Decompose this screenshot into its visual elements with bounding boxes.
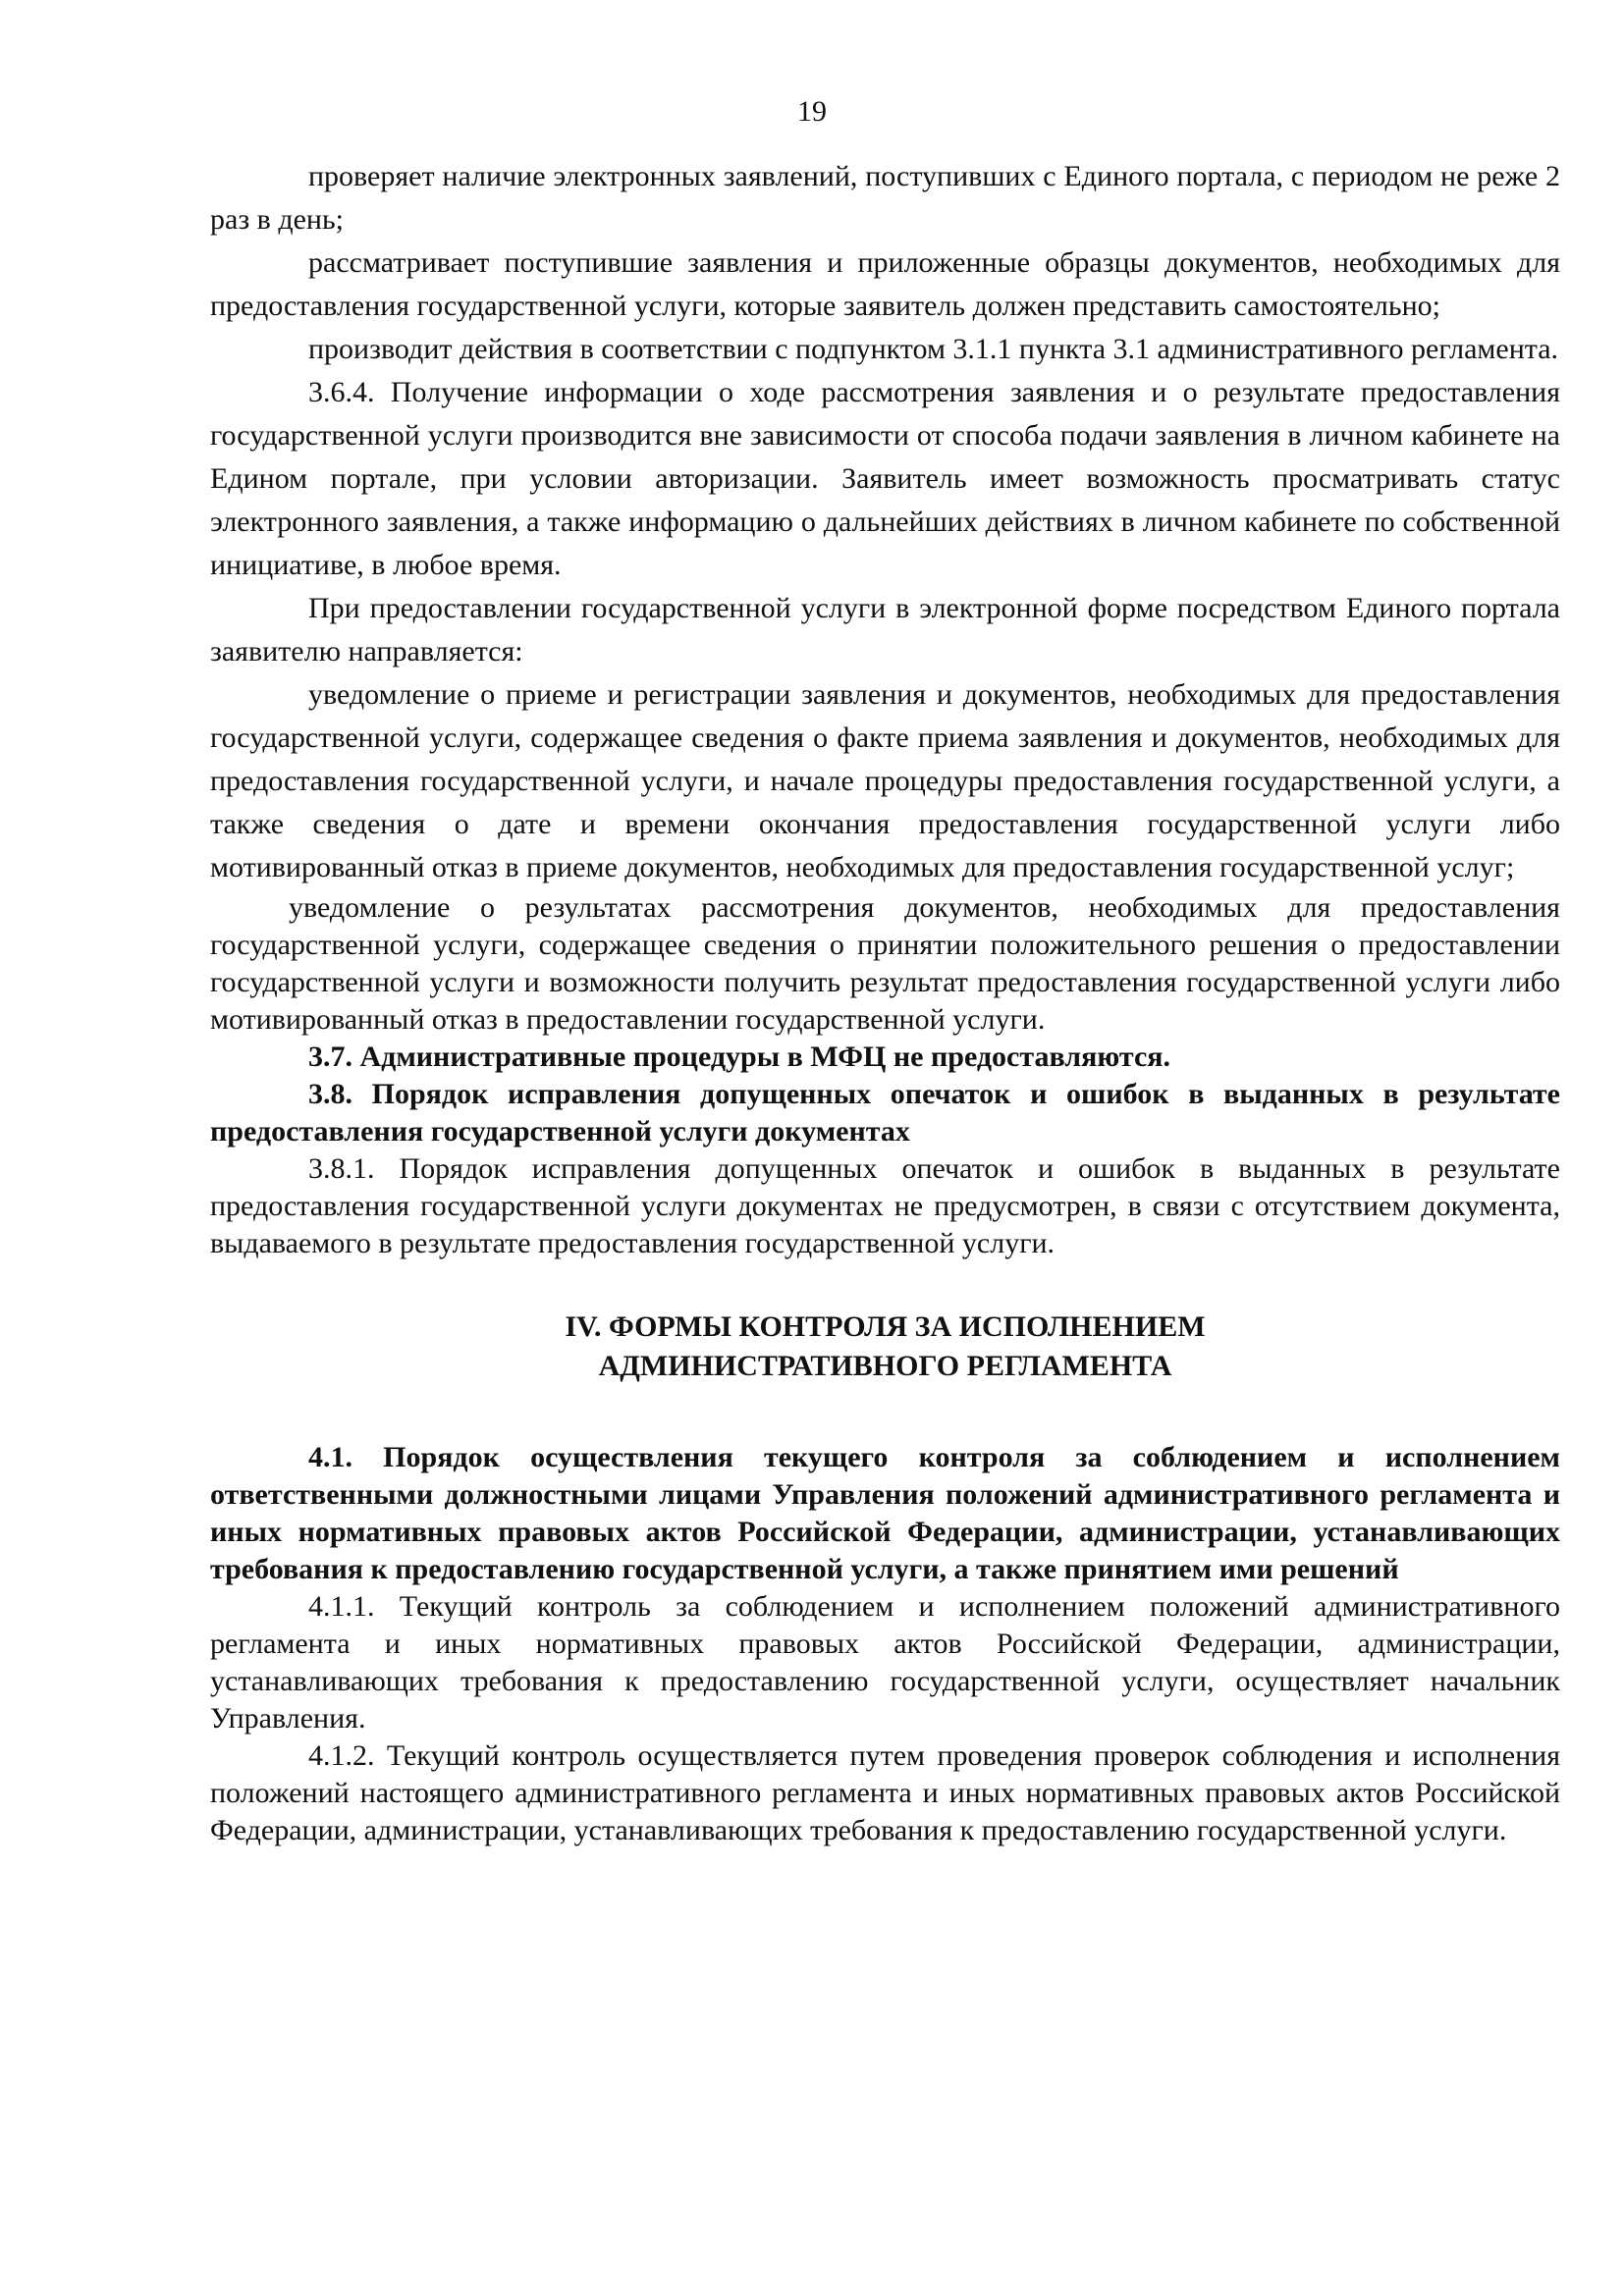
- section-heading-line2: АДМИНИСТРАТИВНОГО РЕГЛАМЕНТА: [598, 1350, 1172, 1382]
- paragraph-3-8-1: 3.8.1. Порядок исправления допущенных опечаток и ошибок в выданных в результате предоставления государственной услуги документах не предусмотрен, в связи с отсутствием документа, выдаваемого в результате предоставления государственной услуги.: [210, 1152, 1560, 1259]
- page-number: 19: [797, 95, 827, 128]
- paragraph-3-6-4: 3.6.4. Получение информации о ходе рассмотрения заявления и о результате предоставления государственной услуги производится вне зависимости от способа подачи заявления в личном кабинете на Едином портале, при условии авторизации. Заявитель имеет возможность просматривать статус электронного заявления, а также информацию о дальнейших действиях в личном кабинете по собственной инициативе, в любое время.: [210, 376, 1560, 581]
- document-body: [210, 155, 1560, 1849]
- paragraph-review-applications: рассматривает поступившие заявления и приложенные образцы документов, необходимых для предоставления государственной услуги, которые заявитель должен представить самостоятельно;: [210, 246, 1560, 322]
- paragraph-check-applications: проверяет наличие электронных заявлений, поступивших с Единого портала, с периодом не реже 2 раз в день;: [210, 160, 1560, 236]
- section-heading: [210, 1308, 1560, 1386]
- paragraph-perform-actions: производит действия в соответствии с подпунктом 3.1.1 пункта 3.1 административного регламента.: [308, 333, 1559, 365]
- paragraph-electronic-form: При предоставлении государственной услуги в электронной форме посредством Единого портала заявителю направляется:: [210, 592, 1560, 667]
- paragraph-4-1-2: 4.1.2. Текущий контроль осуществляется путем проведения проверок соблюдения и исполнения положений настоящего административного регламента и иных нормативных правовых актов Российской Федерации, администрации, устанавливающих требования к предоставлению государственной услуги.: [210, 1739, 1560, 1846]
- paragraph-3-7: 3.7. Административные процедуры в МФЦ не предоставляются.: [308, 1041, 1171, 1073]
- paragraph-3-8-heading: 3.8. Порядок исправления допущенных опечаток и ошибок в выданных в результате предоставления государственной услуги документах: [210, 1078, 1560, 1148]
- paragraph-notice-results: уведомление о результатах рассмотрения документов, необходимых для предоставления государственной услуги, содержащее сведения о принятии положительного решения о предоставлении государственной услуги и возможности получить результат предоставления государственной услуги либо мотивированный отказ в предоставлении государственной услуги.: [210, 891, 1560, 1036]
- section-heading-line1: IV. ФОРМЫ КОНТРОЛЯ ЗА ИСПОЛНЕНИЕМ: [565, 1310, 1206, 1343]
- paragraph-notice-receipt: уведомление о приеме и регистрации заявления и документов, необходимых для предоставления государственной услуги, содержащее сведения о факте приема заявления и документов, необходимых для предоставления государственной услуги, и начале процедуры предоставления государственной услуги, а также сведения о дате и времени окончания предоставления государственной услуги либо мотивированный отказ в приеме документов, необходимых для предоставления государственной услуг;: [210, 678, 1560, 883]
- paragraph-4-1-heading: 4.1. Порядок осуществления текущего контроля за соблюдением и исполнением ответственными должностными лицами Управления положений административного регламента и иных нормативных правовых актов Российской Федерации, администрации, устанавливающих требования к предоставлению государственной услуги, а также принятием ими решений: [210, 1441, 1560, 1585]
- paragraph-4-1-1: 4.1.1. Текущий контроль за соблюдением и исполнением положений административного регламента и иных нормативных правовых актов Российской Федерации, администрации, устанавливающих требования к предоставлению государственной услуги, осуществляет начальник Управления.: [210, 1590, 1560, 1735]
